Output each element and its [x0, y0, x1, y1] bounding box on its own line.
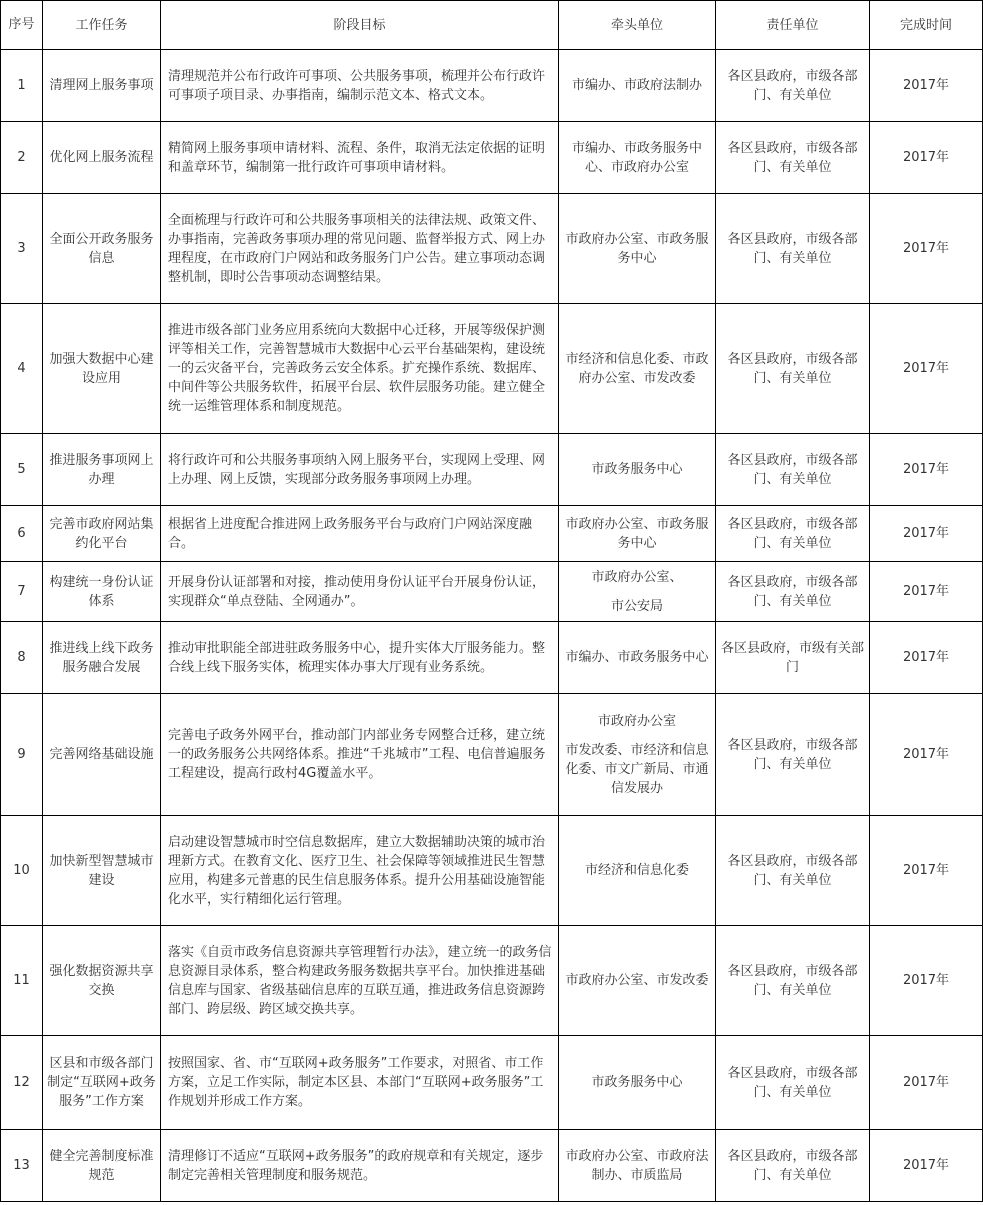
cell-goal: 根据省上进度配合推进网上政务服务平台与政府门户网站深度融合。	[161, 506, 559, 562]
cell-task: 推进服务事项网上办理	[43, 434, 161, 506]
cell-seq: 9	[1, 694, 43, 816]
cell-task: 区县和市级各部门制定“互联网+政务服务”工作方案	[43, 1036, 161, 1130]
lead-unit-line: 市公安局	[610, 598, 663, 614]
cell-lead: 市政府办公室、市发改委	[559, 926, 716, 1036]
header-resp: 责任单位	[716, 1, 870, 50]
cell-time: 2017年	[870, 622, 983, 694]
cell-time: 2017年	[870, 122, 983, 194]
header-task: 工作任务	[43, 1, 161, 50]
cell-time: 2017年	[870, 926, 983, 1036]
cell-lead: 市经济和信息化委	[559, 816, 716, 926]
table-row	[1, 122, 983, 194]
cell-goal: 全面梳理与行政许可和公共服务事项相关的法律法规、政策文件、办事指南，完善政务事项办理的常见问题、监督举报方式、网上办理程度，在市政府门户网站和政务服务门户公告。建立事项动态调整机制，即时公告事项动态调整结果。	[161, 194, 559, 304]
lead-unit-line: 市政府办公室、	[591, 569, 683, 585]
cell-task: 加强大数据中心建设应用	[43, 304, 161, 434]
cell-lead: 市政府办公室、市政务服务中心	[559, 506, 716, 562]
cell-task: 推进线上线下政务服务融合发展	[43, 622, 161, 694]
table-row	[1, 194, 983, 304]
cell-task: 强化数据资源共享交换	[43, 926, 161, 1036]
cell-seq: 12	[1, 1036, 43, 1130]
cell-lead	[559, 562, 716, 622]
cell-task: 健全完善制度标准规范	[43, 1130, 161, 1202]
cell-lead: 市编办、市政务服务中心、市政府办公室	[559, 122, 716, 194]
cell-goal: 推进市级各部门业务应用系统向大数据中心迁移，开展等级保护测评等相关工作，完善智慧城市大数据中心云平台基础架构，建设统一的云灾备平台，完善政务云安全体系。扩充操作系统、数据库、中间件等公共服务软件，拓展平台层、软件层服务功能。建立健全统一运维管理体系和制度规范。	[161, 304, 559, 434]
table-row	[1, 562, 983, 622]
cell-resp: 各区县政府，市级各部门、有关单位	[716, 926, 870, 1036]
cell-resp: 各区县政府，市级各部门、有关单位	[716, 1130, 870, 1202]
cell-resp: 各区县政府，市级各部门、有关单位	[716, 194, 870, 304]
cell-seq: 1	[1, 50, 43, 122]
cell-time: 2017年	[870, 50, 983, 122]
cell-time: 2017年	[870, 304, 983, 434]
cell-seq: 10	[1, 816, 43, 926]
cell-resp: 各区县政府，市级有关部门	[716, 622, 870, 694]
cell-time: 2017年	[870, 562, 983, 622]
cell-resp: 各区县政府，市级各部门、有关单位	[716, 816, 870, 926]
lead-unit-line: 市政府办公室	[597, 713, 676, 729]
cell-task: 完善市政府网站集约化平台	[43, 506, 161, 562]
cell-resp: 各区县政府，市级各部门、有关单位	[716, 562, 870, 622]
cell-time: 2017年	[870, 694, 983, 816]
cell-goal: 按照国家、省、市“互联网+政务服务”工作要求，对照省、市工作方案，立足工作实际，制定本区县、本部门“互联网+政务服务”工作规划并形成工作方案。	[161, 1036, 559, 1130]
table-row	[1, 506, 983, 562]
table-row	[1, 50, 983, 122]
cell-task: 优化网上服务流程	[43, 122, 161, 194]
table-row	[1, 434, 983, 506]
cell-goal: 将行政许可和公共服务事项纳入网上服务平台，实现网上受理、网上办理、网上反馈，实现部分政务服务事项网上办理。	[161, 434, 559, 506]
cell-task: 加快新型智慧城市建设	[43, 816, 161, 926]
table-row	[1, 816, 983, 926]
cell-seq: 6	[1, 506, 43, 562]
header-time: 完成时间	[870, 1, 983, 50]
header-goal: 阶段目标	[161, 1, 559, 50]
cell-lead: 市经济和信息化委、市政府办公室、市发改委	[559, 304, 716, 434]
cell-time: 2017年	[870, 1036, 983, 1130]
header-lead: 牵头单位	[559, 1, 716, 50]
cell-goal: 完善电子政务外网平台，推动部门内部业务专网整合迁移，建立统一的政务服务公共网络体系。推进“千兆城市”工程、电信普遍服务工程建设，提高行政村4G覆盖水平。	[161, 694, 559, 816]
cell-goal: 清理修订不适应“互联网+政务服务”的政府规章和有关规定，逐步制定完善相关管理制度和服务规范。	[161, 1130, 559, 1202]
cell-time: 2017年	[870, 194, 983, 304]
cell-time: 2017年	[870, 434, 983, 506]
table-row	[1, 1036, 983, 1130]
table-row	[1, 1130, 983, 1202]
cell-resp: 各区县政府，市级各部门、有关单位	[716, 304, 870, 434]
table-row	[1, 926, 983, 1036]
table-row	[1, 694, 983, 816]
cell-goal: 清理规范并公布行政许可事项、公共服务事项，梳理并公布行政许可事项子项目录、办事指南，编制示范文本、格式文本。	[161, 50, 559, 122]
cell-task: 全面公开政务服务信息	[43, 194, 161, 304]
table-row	[1, 622, 983, 694]
cell-goal: 精简网上服务事项申请材料、流程、条件，取消无法定依据的证明和盖章环节，编制第一批行政许可事项申请材料。	[161, 122, 559, 194]
table-row	[1, 304, 983, 434]
cell-lead: 市政府办公室、市政务服务中心	[559, 194, 716, 304]
cell-resp: 各区县政府，市级各部门、有关单位	[716, 694, 870, 816]
cell-seq: 4	[1, 304, 43, 434]
cell-goal: 落实《自贡市政务信息资源共享管理暂行办法》，建立统一的政务信息资源目录体系，整合构建政务服务数据共享平台。加快推进基础信息库与国家、省级基础信息库的互联互通，推进政务信息资源跨部门、跨层级、跨区域交换共享。	[161, 926, 559, 1036]
cell-time: 2017年	[870, 1130, 983, 1202]
cell-seq: 3	[1, 194, 43, 304]
cell-lead: 市编办、市政府法制办	[559, 50, 716, 122]
cell-goal: 启动建设智慧城市时空信息数据库，建立大数据辅助决策的城市治理新方式。在教育文化、医疗卫生、社会保障等领域推进民生智慧应用，构建多元普惠的民生信息服务体系。提升公用基础设施智能化水平，实行精细化运行管理。	[161, 816, 559, 926]
cell-lead: 市政务服务中心	[559, 1036, 716, 1130]
cell-lead: 市政府办公室、市政府法制办、市质监局	[559, 1130, 716, 1202]
lead-unit-line: 市发改委、市经济和信息化委、市文广新局、市通信发展办	[565, 742, 709, 796]
cell-resp: 各区县政府，市级各部门、有关单位	[716, 434, 870, 506]
cell-lead: 市编办、市政务服务中心	[559, 622, 716, 694]
cell-seq: 8	[1, 622, 43, 694]
cell-task: 完善网络基础设施	[43, 694, 161, 816]
cell-seq: 5	[1, 434, 43, 506]
cell-task: 构建统一身份认证体系	[43, 562, 161, 622]
cell-seq: 11	[1, 926, 43, 1036]
cell-time: 2017年	[870, 816, 983, 926]
cell-seq: 2	[1, 122, 43, 194]
cell-resp: 各区县政府，市级各部门、有关单位	[716, 506, 870, 562]
header-seq: 序号	[1, 1, 43, 50]
table-body	[1, 50, 983, 1202]
cell-seq: 13	[1, 1130, 43, 1202]
cell-task: 清理网上服务事项	[43, 50, 161, 122]
cell-resp: 各区县政府，市级各部门、有关单位	[716, 1036, 870, 1130]
cell-time: 2017年	[870, 506, 983, 562]
cell-seq: 7	[1, 562, 43, 622]
cell-lead	[559, 694, 716, 816]
table-header-row	[1, 1, 983, 50]
cell-resp: 各区县政府，市级各部门、有关单位	[716, 50, 870, 122]
cell-lead: 市政务服务中心	[559, 434, 716, 506]
cell-goal: 开展身份认证部署和对接，推动使用身份认证平台开展身份认证，实现群众“单点登陆、全网通办”。	[161, 562, 559, 622]
cell-goal: 推动审批职能全部进驻政务服务中心，提升实体大厅服务能力。整合线上线下服务实体，梳理实体办事大厅现有业务系统。	[161, 622, 559, 694]
cell-resp: 各区县政府，市级各部门、有关单位	[716, 122, 870, 194]
